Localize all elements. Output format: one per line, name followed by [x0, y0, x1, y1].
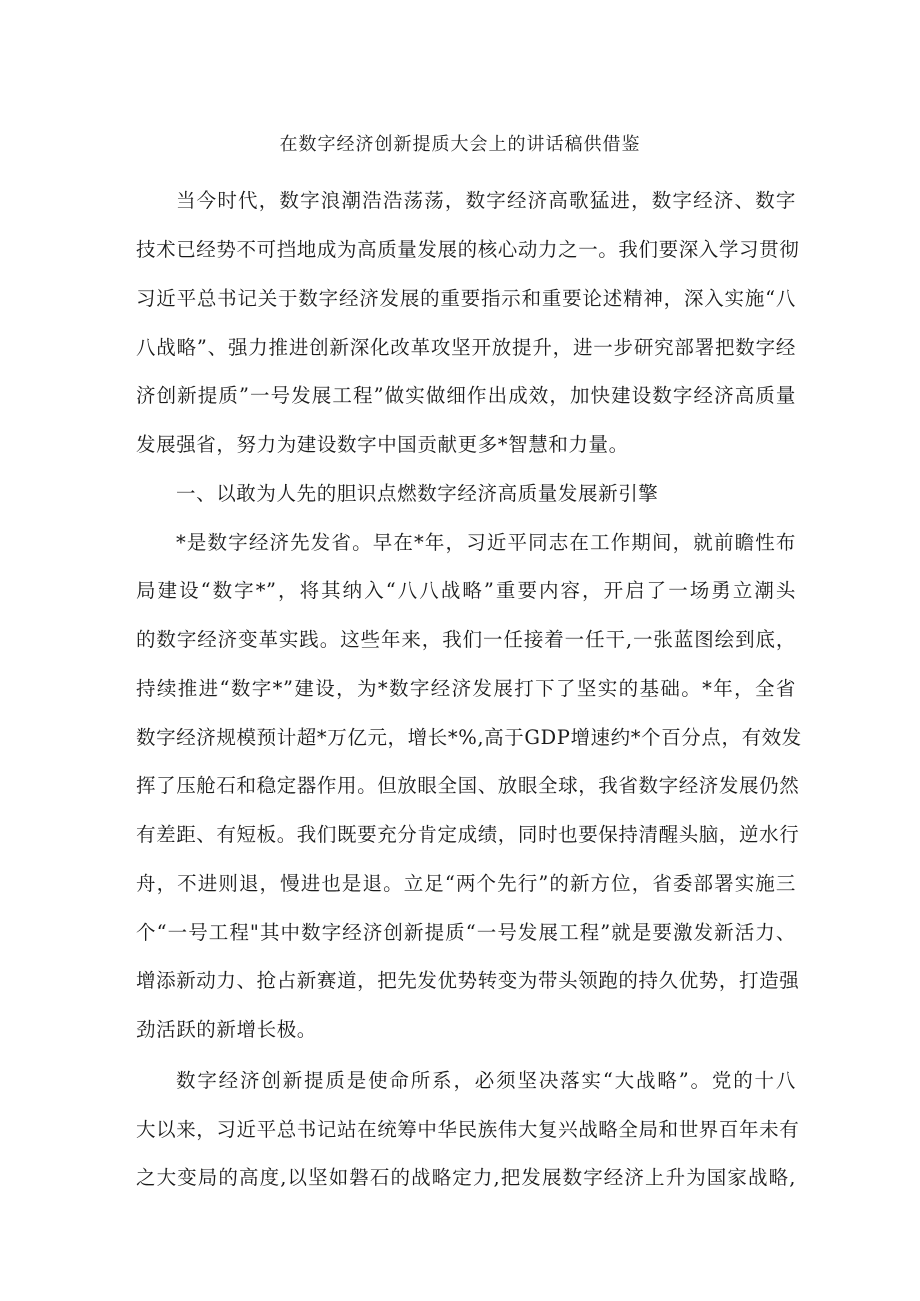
paragraph-3-line: 大以来，习近平总书记站在统筹中华民族伟大复兴战略全局和世界百年未有 [136, 1118, 800, 1141]
paragraph-1-line: 技术已经势不可挡地成为高质量发展的核心动力之一。我们要深入学习贯彻 [136, 238, 800, 261]
paragraph-3-line: 数字经济创新提质是使命所系，必须坚决落实“大战略”。党的十八 [176, 1069, 796, 1092]
paragraph-1-line: 济创新提质”一号发展工程”做实做细作出成效，加快建设数字经济高质量 [136, 384, 796, 407]
paragraph-2-line: 的数字经济变革实践。这些年来，我们一任接着一任干,一张蓝图绘到底， [136, 628, 796, 651]
paragraph-1-line: 当今时代，数字浪潮浩浩荡荡，数字经济高歌猛进，数字经济、数字 [176, 189, 796, 212]
paragraph-2-line: 局建设“数字*”，将其纳入“八八战略”重要内容，开启了一场勇立潮头 [136, 579, 796, 602]
document-title: 在数字经济创新提质大会上的讲话稿供借鉴 [279, 134, 641, 155]
paragraph-2-line: 个“一号工程"其中数字经济创新提质“一号发展工程”就是要激发新活力、 [136, 921, 796, 944]
section-heading: 一、以敢为人先的胆识点燃数字经济高质量发展新引擎 [176, 482, 659, 505]
paragraph-2-line: *是数字经济先发省。早在*年，习近平同志在工作期间，就前瞻性布 [176, 531, 796, 554]
paragraph-2-line: 持续推进“数字*”建设，为*数字经济发展打下了坚实的基础。*年，全省 [136, 677, 796, 700]
paragraph-2-line: 劲活跃的新增长极。 [136, 1018, 317, 1041]
paragraph-1-line: 发展强省，努力为建设数字中国贡献更多*智慧和力量。 [136, 433, 629, 456]
paragraph-2-line: 数字经济规模预计超*万亿元，增长*%,高于GDP增速约*个百分点，有效发 [136, 726, 802, 749]
paragraph-1-line: 习近平总书记关于数字经济发展的重要指示和重要论述精神，深入实施“八 [136, 287, 796, 310]
paragraph-2-line: 舟，不进则退，慢进也是退。立足“两个先行”的新方位，省委部署实施三 [136, 872, 796, 895]
paragraph-2-line: 增添新动力、抢占新赛道，把先发优势转变为带头领跑的持久优势，打造强 [136, 969, 800, 992]
paragraph-2-line: 有差距、有短板。我们既要充分肯定成绩，同时也要保持清醒头脑，逆水行 [136, 823, 800, 846]
paragraph-2-line: 挥了压舱石和稳定器作用。但放眼全国、放眼全球，我省数字经济发展仍然 [136, 774, 800, 797]
paragraph-1-line: 八战略”、强力推进创新深化改革攻坚开放提升，进一步研究部署把数字经 [136, 336, 796, 359]
paragraph-3-line: 之大变局的高度,以坚如磐石的战略定力,把发展数字经济上升为国家战略, [136, 1166, 796, 1189]
